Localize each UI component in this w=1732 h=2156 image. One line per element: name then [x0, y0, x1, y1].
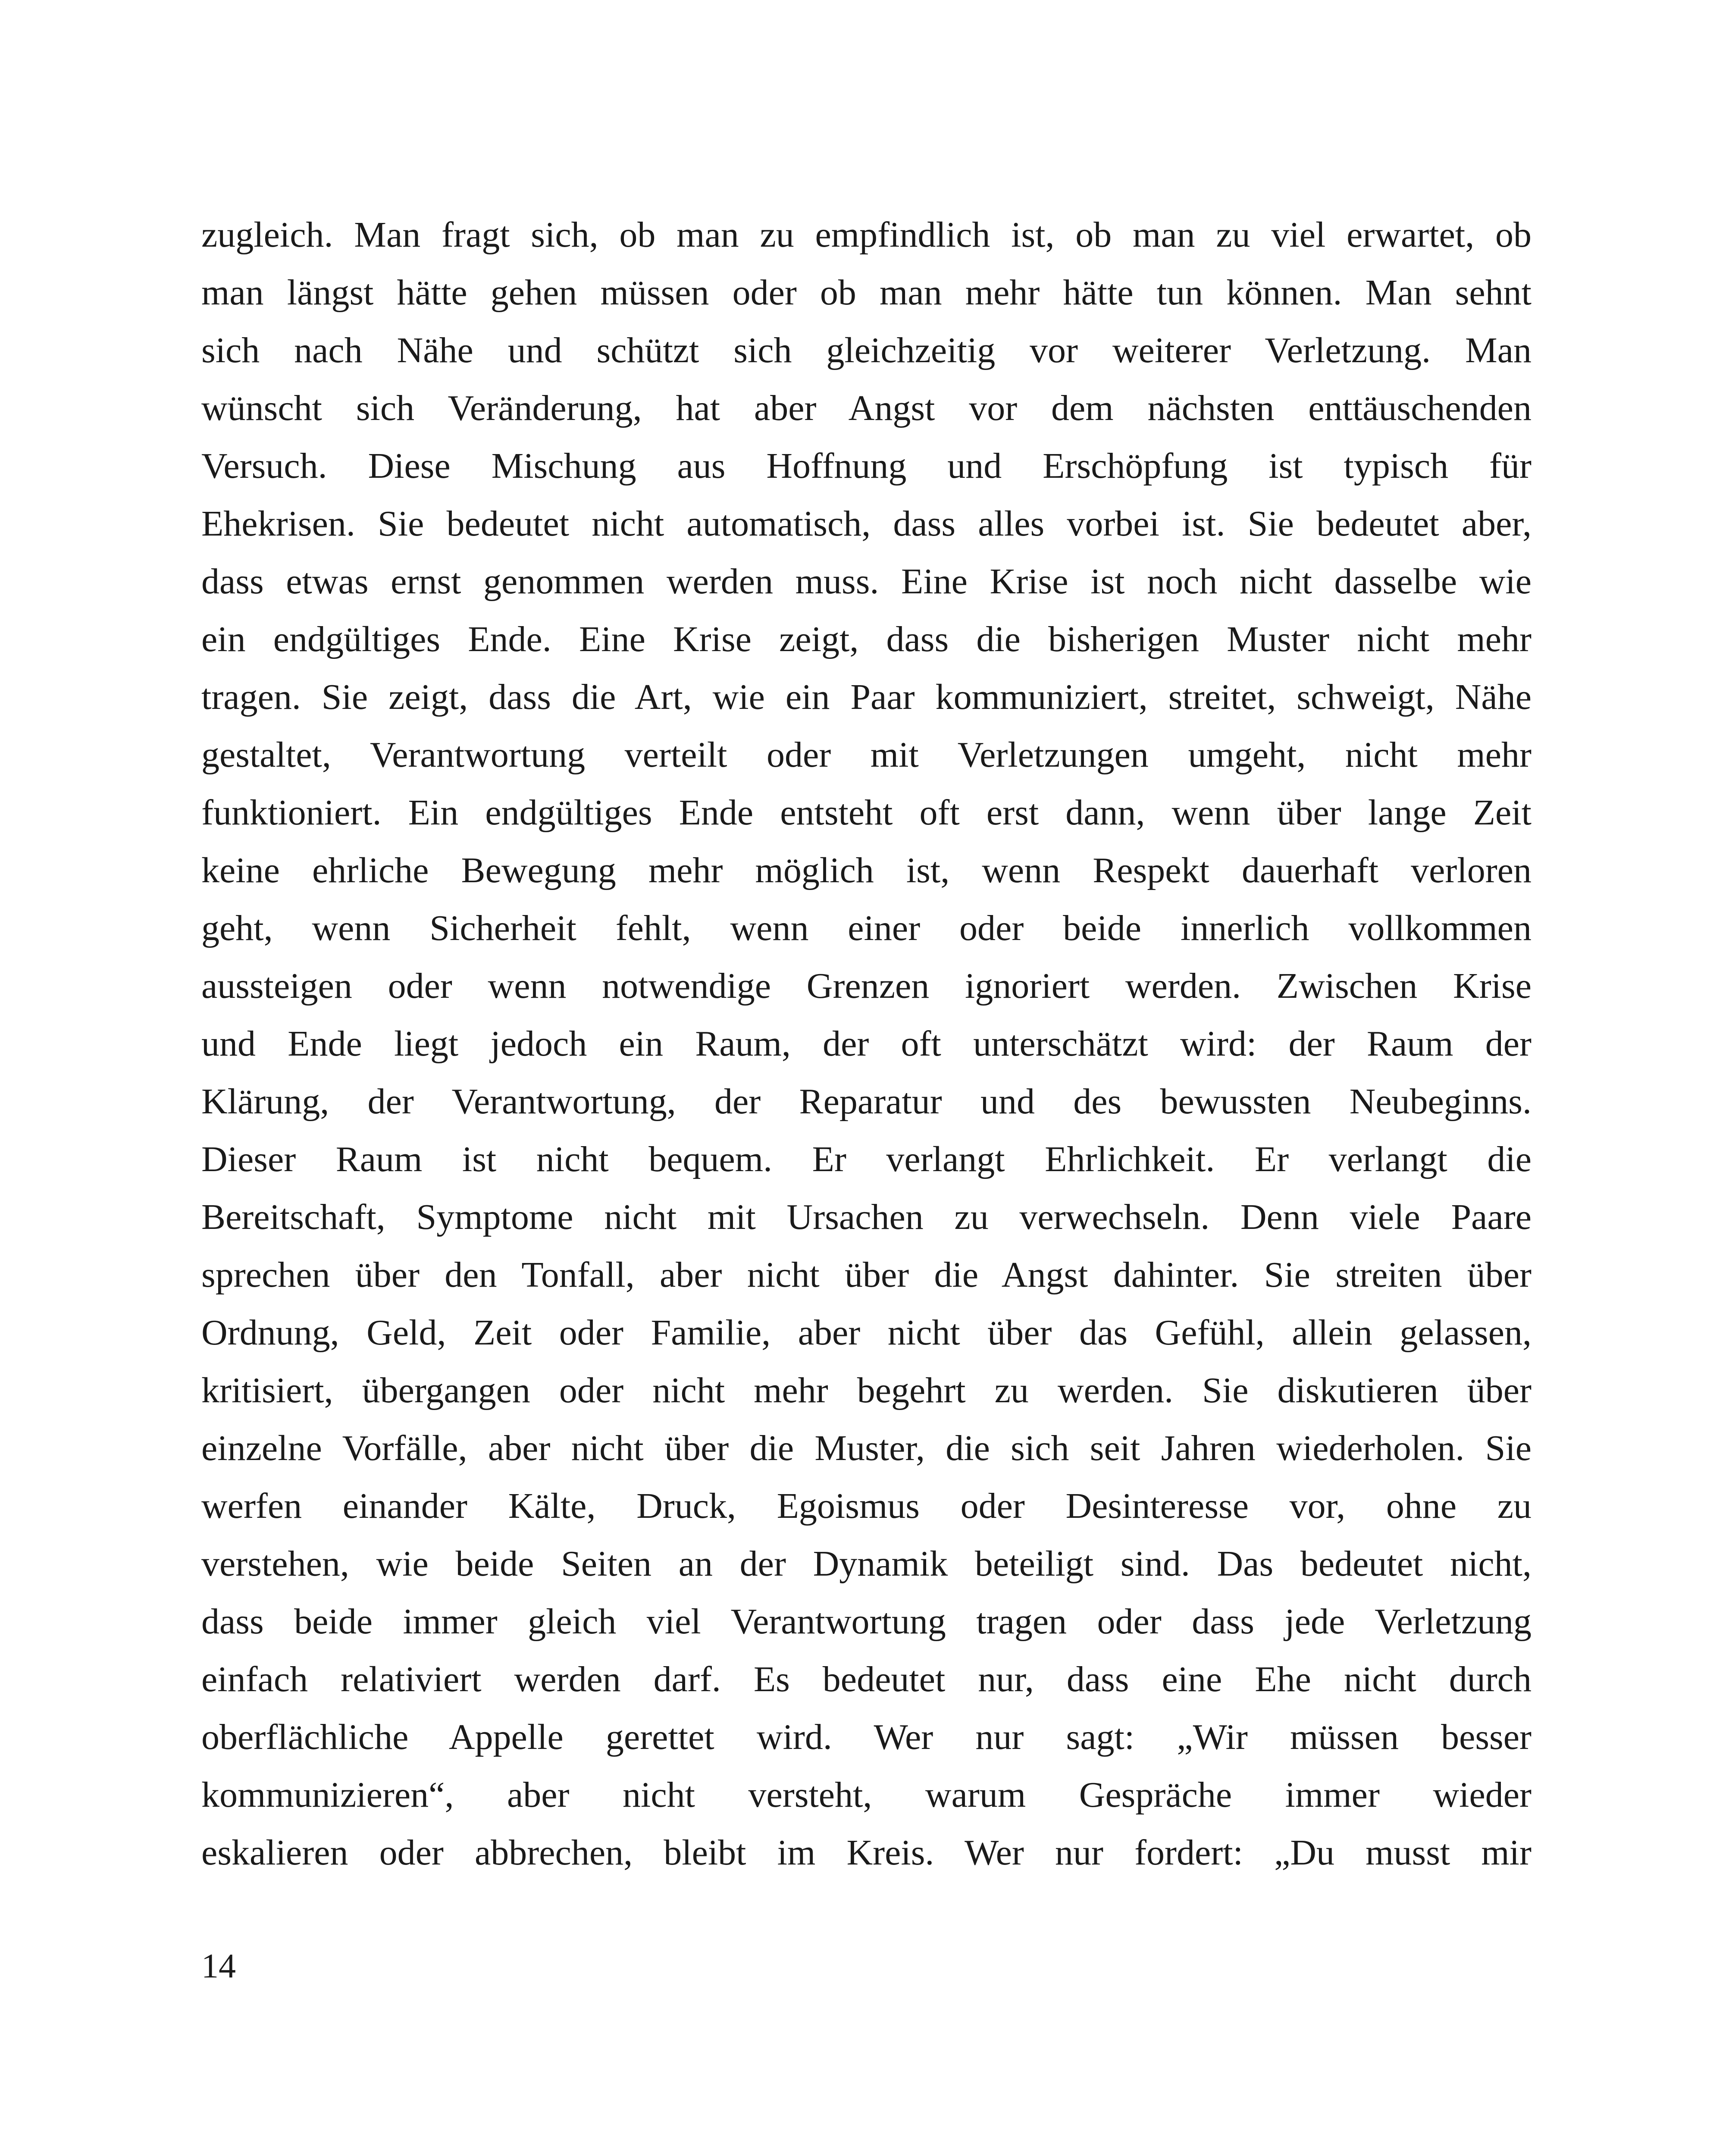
- text-line: Bereitschaft, Symptome nicht mit Ursachen zu verwechseln. Denn viele Paare: [201, 1197, 1532, 1237]
- text-line: oberflächliche Appelle gerettet wird. Wer nur sagt: „Wir müssen besser: [201, 1717, 1532, 1757]
- text-line: funktioniert. Ein endgültiges Ende entsteht oft erst dann, wenn über lange Zeit: [201, 793, 1532, 833]
- text-line: einzelne Vorfälle, aber nicht über die Muster, die sich seit Jahren wiederholen. Sie: [201, 1428, 1532, 1468]
- text-line: kritisiert, übergangen oder nicht mehr begehrt zu werden. Sie diskutieren über: [201, 1370, 1532, 1410]
- text-line: ein endgültiges Ende. Eine Krise zeigt, dass die bisherigen Muster nicht mehr: [201, 619, 1532, 659]
- text-line: keine ehrliche Bewegung mehr möglich ist, wenn Respekt dauerhaft verloren: [201, 850, 1532, 890]
- text-line: und Ende liegt jedoch ein Raum, der oft unterschätzt wird: der Raum der: [201, 1024, 1532, 1064]
- text-line: sprechen über den Tonfall, aber nicht über die Angst dahinter. Sie streiten über: [201, 1255, 1532, 1295]
- text-line: kommunizieren“, aber nicht versteht, warum Gespräche immer wieder: [201, 1775, 1532, 1815]
- text-line: man längst hätte gehen müssen oder ob man mehr hätte tun können. Man sehnt: [201, 273, 1532, 313]
- text-line: geht, wenn Sicherheit fehlt, wenn einer oder beide innerlich vollkommen: [201, 908, 1532, 948]
- text-line: eskalieren oder abbrechen, bleibt im Kreis. Wer nur fordert: „Du musst mir: [201, 1833, 1532, 1873]
- text-line: sich nach Nähe und schützt sich gleichzeitig vor weiterer Verletzung. Man: [201, 330, 1532, 370]
- text-line: einfach relativiert werden darf. Es bedeutet nur, dass eine Ehe nicht durch: [201, 1659, 1532, 1699]
- text-line: wünscht sich Veränderung, hat aber Angst vor dem nächsten enttäuschenden: [201, 388, 1532, 428]
- text-line: tragen. Sie zeigt, dass die Art, wie ein Paar kommuniziert, streitet, schweigt, Nähe: [201, 677, 1532, 717]
- text-line: werfen einander Kälte, Druck, Egoismus oder Desinteresse vor, ohne zu: [201, 1486, 1532, 1526]
- text-line: Versuch. Diese Mischung aus Hoffnung und Erschöpfung ist typisch für: [201, 446, 1532, 486]
- text-line: aussteigen oder wenn notwendige Grenzen ignoriert werden. Zwischen Krise: [201, 966, 1532, 1006]
- text-line: Dieser Raum ist nicht bequem. Er verlangt Ehrlichkeit. Er verlangt die: [201, 1139, 1532, 1179]
- text-line: dass beide immer gleich viel Verantwortung tragen oder dass jede Verletzung: [201, 1601, 1532, 1642]
- text-line: zugleich. Man fragt sich, ob man zu empfindlich ist, ob man zu viel erwartet, ob: [201, 215, 1532, 255]
- page-number: 14: [201, 1947, 236, 1985]
- text-line: verstehen, wie beide Seiten an der Dynamik beteiligt sind. Das bedeutet nicht,: [201, 1544, 1532, 1584]
- text-line: Ordnung, Geld, Zeit oder Familie, aber nicht über das Gefühl, allein gelassen,: [201, 1313, 1532, 1353]
- text-line: dass etwas ernst genommen werden muss. Eine Krise ist noch nicht dasselbe wie: [201, 561, 1532, 602]
- text-line: gestaltet, Verantwortung verteilt oder mit Verletzungen umgeht, nicht mehr: [201, 735, 1532, 775]
- body-paragraph: [201, 206, 1532, 1882]
- text-line: Ehekrisen. Sie bedeutet nicht automatisch, dass alles vorbei ist. Sie bedeutet aber,: [201, 504, 1532, 544]
- text-line: Klärung, der Verantwortung, der Reparatur und des bewussten Neubeginns.: [201, 1081, 1532, 1122]
